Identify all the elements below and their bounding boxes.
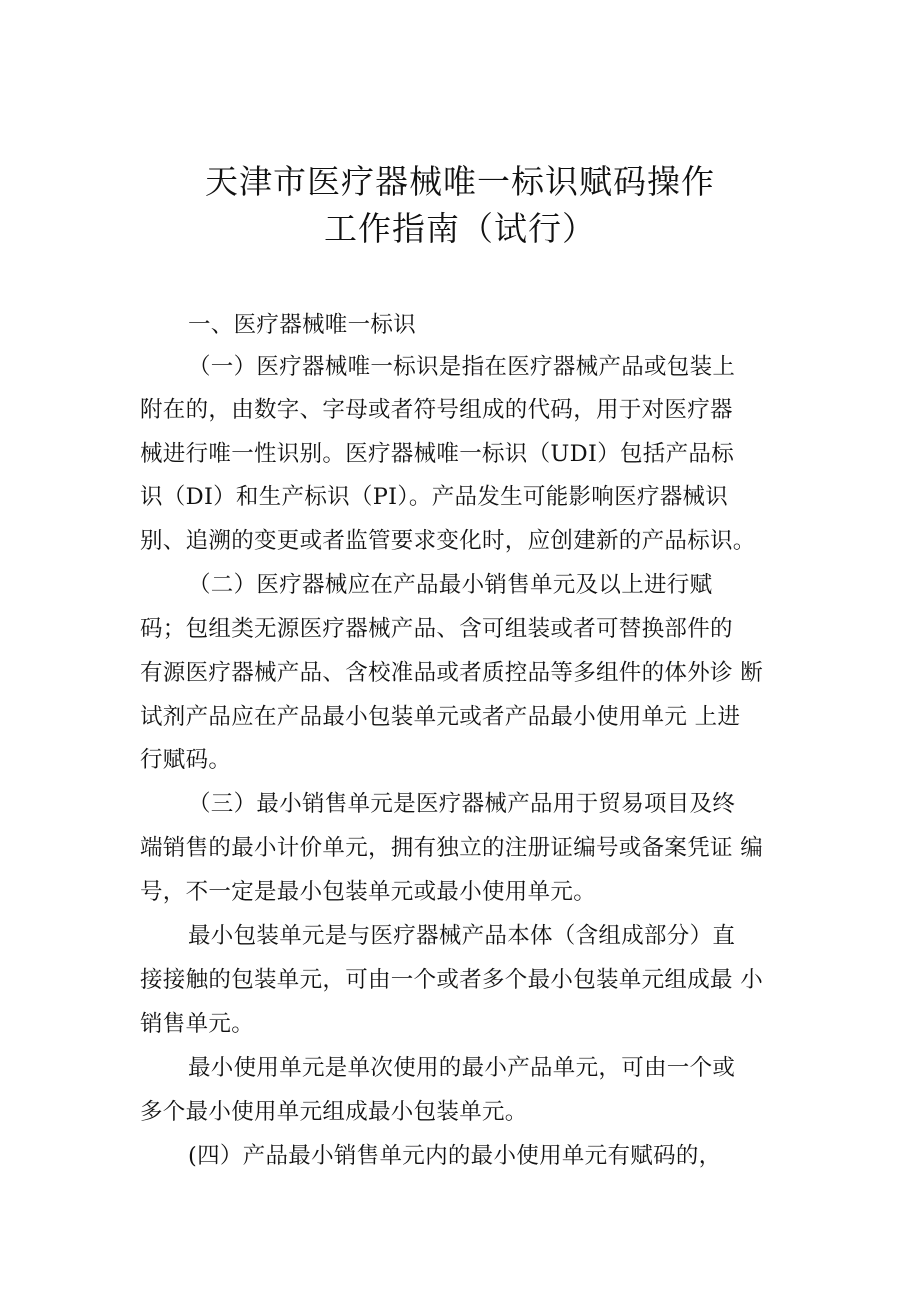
paragraph-1-line-2: 附在的，由数字、字母或者符号组成的代码，用于对医疗器 xyxy=(140,397,733,423)
paragraph-2-line-3: 有源医疗器械产品、含校准品或者质控品等多组件的体外诊 断 xyxy=(140,660,764,686)
document-title-line-1: 天津市医疗器械唯一标识赋码操作 xyxy=(205,162,715,201)
paragraph-2-line-5: 行赋码。 xyxy=(140,747,232,773)
paragraph-3-line-1: （三）最小销售单元是医疗器械产品用于贸易项目及终 xyxy=(188,791,736,817)
paragraph-1-line-4: 识（DI）和生产标识（PI）。产品发生可能影响医疗器械识 xyxy=(140,484,729,510)
paragraph-1-line-3: 械进行唯一性识别。医疗器械唯一标识（UDI）包括产品标 xyxy=(140,441,734,467)
paragraph-3-line-2: 端销售的最小计价单元，拥有独立的注册证编号或备案凭证 编 xyxy=(140,835,764,861)
paragraph-5-line-2: 多个最小使用单元组成最小包装单元。 xyxy=(140,1099,528,1125)
document-title-line-2: 工作指南（试行） xyxy=(324,209,596,248)
paragraph-2-line-2: 码；包组类无源医疗器械产品、含可组装或者可替换部件的 xyxy=(140,616,733,642)
paragraph-6-line-1: (四）产品最小销售单元内的最小使用单元有赋码的， xyxy=(188,1143,722,1169)
paragraph-1-line-5: 别、追溯的变更或者监管要求变化时，应创建新的产品标识。 xyxy=(140,528,756,554)
paragraph-1-line-1: （一）医疗器械唯一标识是指在医疗器械产品或包装上 xyxy=(188,354,736,380)
paragraph-2-line-4: 试剂产品应在产品最小包装单元或者产品最小使用单元 上进 xyxy=(140,704,741,730)
paragraph-4-line-1: 最小包装单元是与医疗器械产品本体（含组成部分）直 xyxy=(188,923,736,949)
paragraph-4-line-3: 销售单元。 xyxy=(140,1011,255,1037)
section-heading: 一、医疗器械唯一标识 xyxy=(188,312,417,338)
paragraph-5-line-1: 最小使用单元是单次使用的最小产品单元，可由一个或 xyxy=(188,1055,736,1081)
paragraph-3-line-3: 号，不一定是最小包装单元或最小使用单元。 xyxy=(140,879,597,905)
paragraph-2-line-1: （二）医疗器械应在产品最小销售单元及以上进行赋 xyxy=(188,572,713,598)
paragraph-4-line-2: 接接触的包装单元，可由一个或者多个最小包装单元组成最 小 xyxy=(140,967,764,993)
